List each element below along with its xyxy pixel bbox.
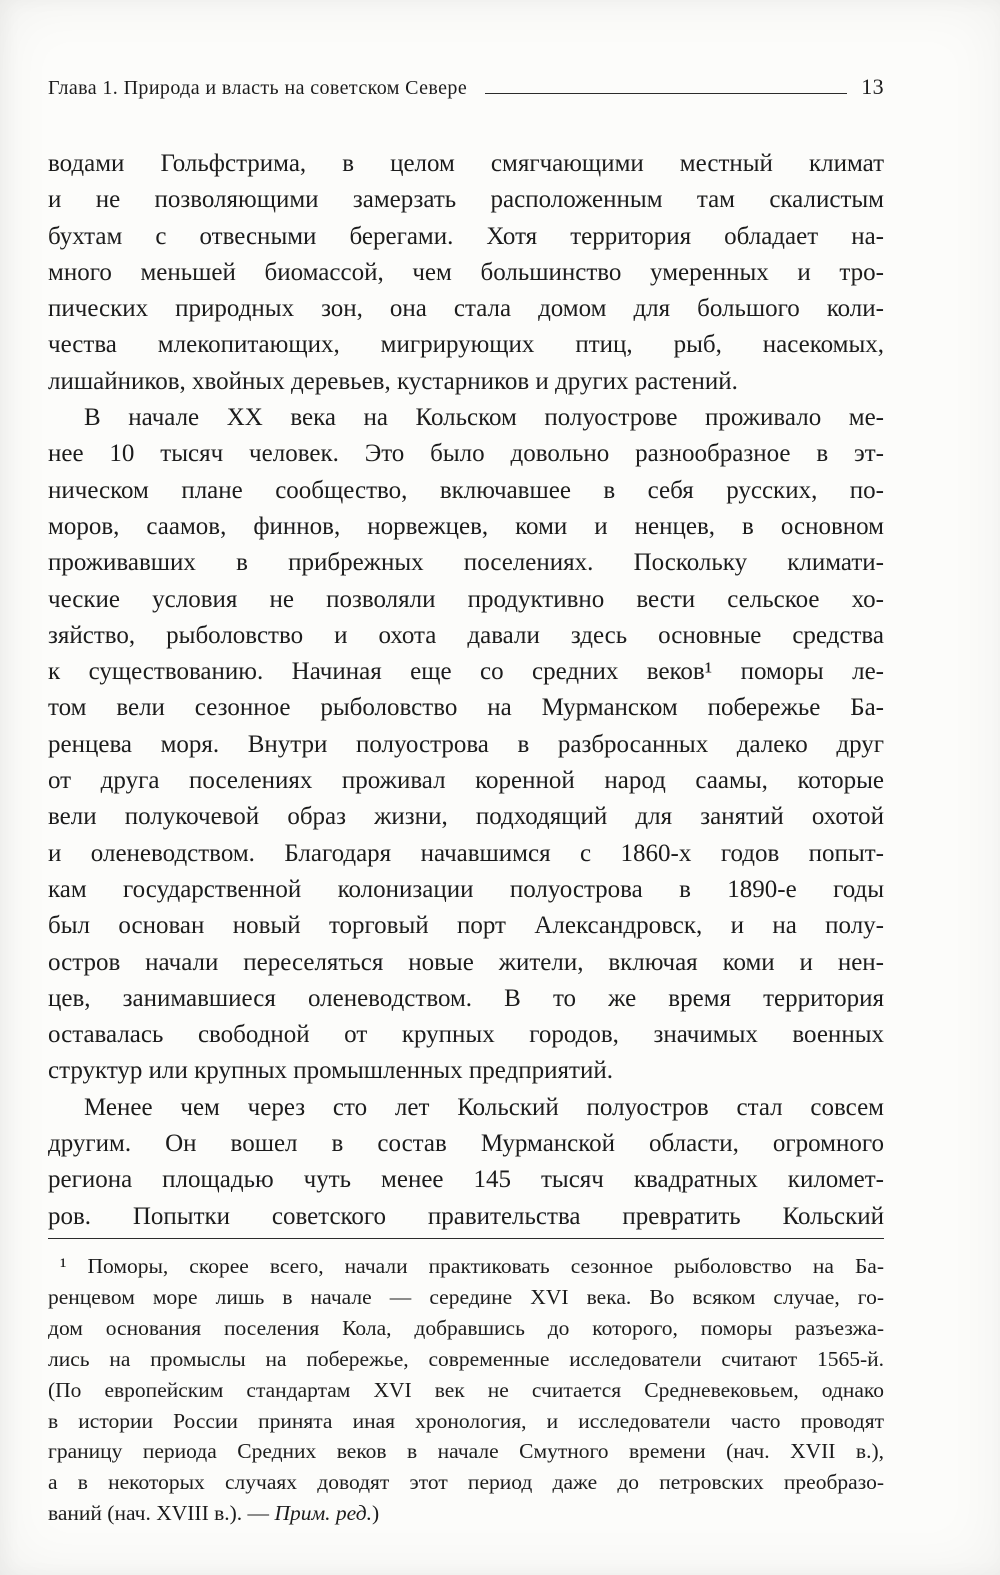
running-head bbox=[48, 74, 884, 100]
text-line: к существованию. Начиная еще со средних веков¹ поморы ле- bbox=[48, 658, 884, 686]
footnote-lines bbox=[48, 1251, 884, 1498]
text-line: цев, занимавшиеся оленеводством. В то же время территория bbox=[48, 984, 884, 1012]
text-line: пических природных зон, она стала домом для большого коли- bbox=[48, 295, 884, 323]
text-line: от друга поселениях проживал коренной народ саамы, которые bbox=[48, 767, 884, 795]
text-line: ническом плане сообщество, включавшее в себя русских, по- bbox=[48, 476, 884, 504]
footnote-line: лись на промыслы на побережье, современные исследователи считают 1565-й. bbox=[48, 1346, 884, 1371]
footnote-last-line-text: ваний (нач. XVIII в.). — bbox=[48, 1501, 275, 1526]
text-line: проживавших в прибрежных поселениях. Поскольку климати- bbox=[48, 549, 884, 577]
text-line: был основан новый торговый порт Александровск, и на полу- bbox=[48, 912, 884, 940]
text-line: том вели сезонное рыболовство на Мурманском побережье Ба- bbox=[48, 694, 884, 722]
text-line: вели полукочевой образ жизни, подходящий для занятий охотой bbox=[48, 803, 884, 831]
header-rule bbox=[485, 93, 847, 94]
chapter-title: Глава 1. Природа и власть на советском Севере bbox=[48, 77, 468, 99]
footnote-close-paren: ) bbox=[371, 1501, 380, 1526]
footnote bbox=[48, 1238, 884, 1529]
text-line: и не позволяющими замерзать расположенным там скалистым bbox=[48, 186, 884, 214]
text-line: оставалась свободной от крупных городов, значимых военных bbox=[48, 1021, 884, 1049]
footnote-line: в истории России принята иная хронология, и исследователи часто проводят bbox=[48, 1408, 884, 1433]
footnote-last-line bbox=[48, 1498, 884, 1529]
text-line: другим. Он вошел в состав Мурманской области, огромного bbox=[48, 1130, 884, 1158]
footnote-editor-note: Прим. ред. bbox=[274, 1501, 372, 1526]
body-text bbox=[48, 146, 884, 1235]
paragraph bbox=[48, 1090, 884, 1235]
footnote-separator bbox=[48, 1238, 884, 1239]
text-line: ческие условия не позволяли продуктивно вести сельское хо- bbox=[48, 585, 884, 613]
text-line: водами Гольфстрима, в целом смягчающими местный климат bbox=[48, 150, 884, 177]
footnote-line: (По европейским стандартам XVI век не считается Средневековьем, однако bbox=[48, 1377, 884, 1402]
text-line: лишайников, хвойных деревьев, кустарников и других растений. bbox=[48, 367, 738, 395]
text-line: ров. Попытки советского правительства превратить Кольский bbox=[48, 1202, 884, 1230]
footnote-line: ренцевом море лишь в начале — середине XVI века. Во всяком случае, го- bbox=[48, 1284, 884, 1309]
text-line: остров начали переселяться новые жители, включая коми и нен- bbox=[48, 948, 884, 976]
footnote-line: ¹ Поморы, скорее всего, начали практиковать сезонное рыболовство на Ба- bbox=[60, 1254, 884, 1278]
footnote-line: дом основания поселения Кола, добравшись до которого, поморы разъезжа- bbox=[48, 1315, 884, 1340]
text-line: зяйство, рыболовство и охота давали здесь основные средства bbox=[48, 621, 884, 649]
text-line: региона площадью чуть менее 145 тысяч квадратных километ- bbox=[48, 1166, 884, 1194]
paragraph bbox=[48, 146, 884, 400]
text-line: кам государственной колонизации полуострова в 1890-е годы bbox=[48, 875, 884, 903]
text-line: моров, саамов, финнов, норвежцев, коми и ненцев, в основном bbox=[48, 512, 884, 540]
page-number: 13 bbox=[861, 74, 884, 99]
footnote-line: а в некоторых случаях доводят этот период даже до петровских преобразо- bbox=[48, 1470, 884, 1495]
text-line: В начале XX века на Кольском полуострове проживало ме- bbox=[84, 404, 884, 432]
text-line: и оленеводством. Благодаря начавшимся с 1860-х годов попыт- bbox=[48, 839, 884, 867]
page-content bbox=[48, 0, 884, 1235]
text-line: чества млекопитающих, мигрирующих птиц, рыб, насекомых, bbox=[48, 331, 884, 359]
text-line: ренцева моря. Внутри полуострова в разбросанных далеко друг bbox=[48, 730, 884, 758]
text-line: Менее чем через сто лет Кольский полуостров стал совсем bbox=[84, 1093, 884, 1121]
text-line: бухтам с отвесными берегами. Хотя территория обладает на- bbox=[48, 222, 884, 250]
text-line: структур или крупных промышленных предприятий. bbox=[48, 1057, 613, 1085]
paragraph bbox=[48, 400, 884, 1090]
text-line: нее 10 тысяч человек. Это было довольно разнообразное в эт- bbox=[48, 440, 884, 468]
footnote-line: границу периода Средних веков в начале Смутного времени (нач. XVII в.), bbox=[48, 1439, 884, 1464]
text-line: много меньшей биомассой, чем большинство умеренных и тро- bbox=[48, 258, 884, 286]
